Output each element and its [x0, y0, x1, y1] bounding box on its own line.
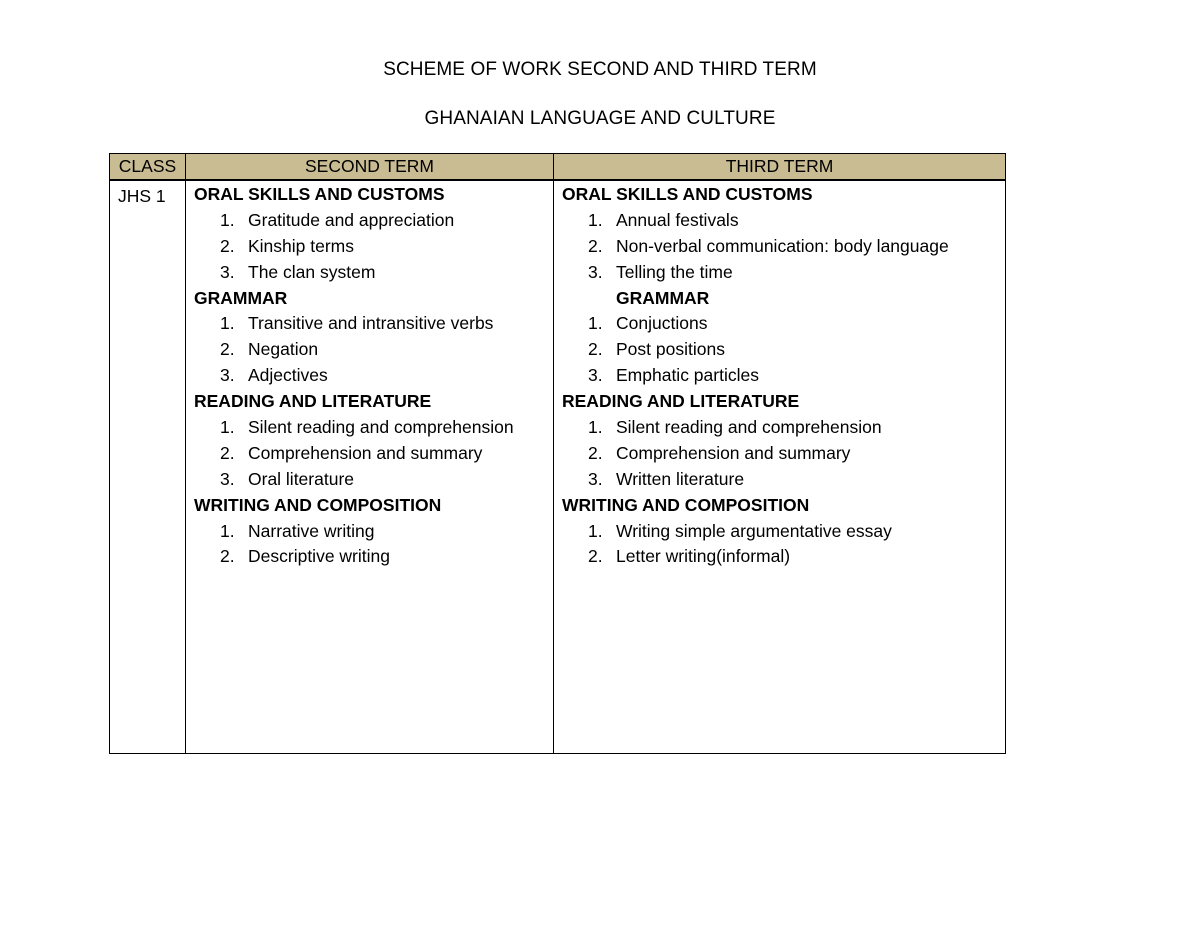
- section-heading: READING AND LITERATURE: [562, 391, 800, 412]
- list-item-text: Non-verbal communication: body language: [616, 235, 949, 256]
- list-item: [562, 311, 1005, 337]
- section-heading: WRITING AND COMPOSITION: [194, 494, 442, 515]
- list-item-text: Letter writing(informal): [616, 546, 791, 567]
- section-heading: ORAL SKILLS AND CUSTOMS: [562, 184, 813, 204]
- third-term-cell: [554, 180, 1006, 754]
- class-label: JHS 1: [118, 186, 166, 206]
- list-item: [562, 467, 1005, 493]
- list-item-text: Adjectives: [248, 365, 328, 386]
- section-heading: GRAMMAR: [194, 287, 288, 308]
- scheme-table: [109, 153, 1006, 754]
- list-item: [194, 234, 553, 260]
- list-item: [194, 519, 553, 545]
- section-heading: WRITING AND COMPOSITION: [562, 494, 810, 515]
- list-item: [562, 519, 1005, 545]
- list-item: [562, 544, 1005, 570]
- header-class: CLASS: [110, 154, 186, 181]
- list-item: [194, 260, 553, 286]
- list-item-number: 1.: [220, 209, 235, 230]
- list-item-text: Transitive and intransitive verbs: [248, 313, 494, 334]
- list-item-number: 1.: [220, 313, 235, 334]
- list-item: [194, 441, 553, 467]
- list-item: [562, 208, 1005, 234]
- list-item-number: 1.: [220, 520, 235, 541]
- section-heading: ORAL SKILLS AND CUSTOMS: [194, 184, 445, 204]
- list-item: [194, 467, 553, 493]
- list-item: [562, 415, 1005, 441]
- list-item-number: 3.: [220, 468, 235, 489]
- list-item-text: Conjuctions: [616, 313, 708, 334]
- second-term-cell: [186, 180, 554, 754]
- list-item-text: The clan system: [248, 261, 376, 282]
- list-item: [562, 260, 1005, 286]
- list-item: [194, 363, 553, 389]
- section-heading: GRAMMAR: [616, 287, 710, 308]
- list-item: [562, 363, 1005, 389]
- list-item-number: 1.: [220, 417, 235, 438]
- list-item-number: 1.: [588, 209, 603, 230]
- header-second-term: SECOND TERM: [186, 154, 554, 181]
- list-item-number: 2.: [220, 546, 235, 567]
- list-item: [194, 337, 553, 363]
- list-item-number: 1.: [588, 520, 603, 541]
- list-item-text: Post positions: [616, 339, 725, 360]
- list-item-text: Gratitude and appreciation: [248, 209, 455, 230]
- list-item-text: Silent reading and comprehension: [616, 417, 882, 438]
- list-item-number: 2.: [220, 442, 235, 463]
- list-item-text: Annual festivals: [616, 209, 739, 230]
- list-item-number: 2.: [220, 235, 235, 256]
- list-item-text: Emphatic particles: [616, 365, 759, 386]
- second-term-content: [186, 181, 553, 570]
- list-item-number: 3.: [220, 365, 235, 386]
- list-item-number: 3.: [220, 261, 235, 282]
- list-item-text: Written literature: [616, 468, 745, 489]
- list-item-number: 2.: [588, 339, 603, 360]
- list-item-text: Kinship terms: [248, 235, 355, 256]
- list-item-text: Comprehension and summary: [248, 442, 483, 463]
- list-item-number: 2.: [588, 442, 603, 463]
- list-item: [562, 441, 1005, 467]
- list-item-number: 1.: [588, 417, 603, 438]
- list-item: [562, 337, 1005, 363]
- list-item: [194, 311, 553, 337]
- list-item-text: Descriptive writing: [248, 546, 390, 567]
- list-item-number: 2.: [220, 339, 235, 360]
- list-item-number: 1.: [588, 313, 603, 334]
- list-item-text: Comprehension and summary: [616, 442, 851, 463]
- list-item-number: 3.: [588, 468, 603, 489]
- list-item-text: Writing simple argumentative essay: [616, 520, 892, 541]
- section-heading: READING AND LITERATURE: [194, 391, 432, 412]
- list-item-number: 2.: [588, 546, 603, 567]
- list-item-number: 2.: [588, 235, 603, 256]
- list-item-text: Oral literature: [248, 468, 355, 489]
- list-item-text: Narrative writing: [248, 520, 375, 541]
- table-header-row: [110, 154, 1006, 181]
- list-item: [562, 234, 1005, 260]
- list-item: [194, 544, 553, 570]
- class-cell: [110, 180, 186, 754]
- list-item-text: Negation: [248, 339, 319, 360]
- third-term-content: [554, 181, 1005, 570]
- list-item: [194, 415, 553, 441]
- list-item: [194, 208, 553, 234]
- list-item-text: Silent reading and comprehension: [248, 417, 514, 438]
- list-item-number: 3.: [588, 365, 603, 386]
- header-third-term: THIRD TERM: [554, 154, 1006, 181]
- table-row: [110, 180, 1006, 754]
- document-subtitle: GHANAIAN LANGUAGE AND CULTURE: [424, 108, 776, 129]
- list-item-text: Telling the time: [616, 261, 733, 282]
- document-title: SCHEME OF WORK SECOND AND THIRD TERM: [383, 59, 817, 80]
- list-item-number: 3.: [588, 261, 603, 282]
